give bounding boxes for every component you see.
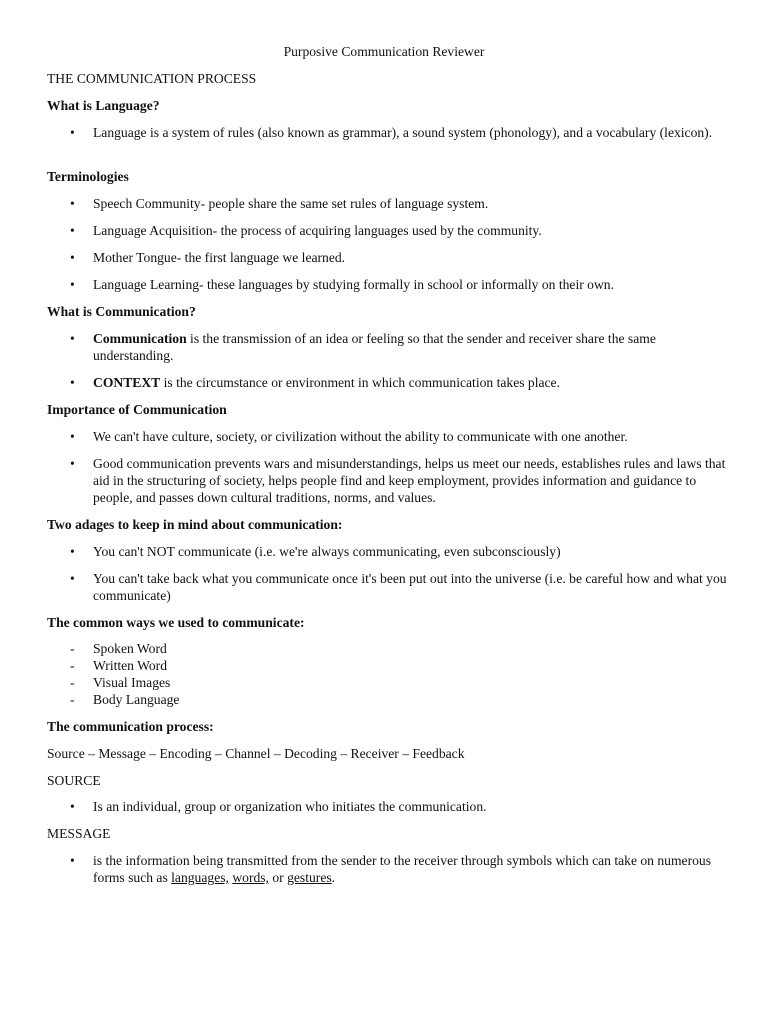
list-item	[93, 374, 733, 391]
list-item: Body Language	[93, 692, 180, 707]
list-item: Written Word	[93, 658, 167, 673]
list-item: Visual Images	[93, 675, 171, 690]
bullet-icon: •	[70, 331, 75, 346]
section-header: THE COMMUNICATION PROCESS	[47, 71, 257, 86]
bullet-icon: •	[70, 125, 75, 140]
bullet-icon: •	[70, 544, 75, 559]
dash-marker: -	[70, 692, 75, 707]
dash-marker: -	[70, 675, 75, 690]
list-item: Is an individual, group or organization who initiates the communication.	[93, 799, 487, 814]
term: CONTEXT	[93, 375, 161, 390]
list-item: Good communication prevents wars and misunderstandings, helps us meet our needs, establishes rules and laws that aid in the structuring of society, helps people find and keep employment, provides information and guidance to people, and passes down cultural traditions, norms, and values.	[93, 456, 726, 505]
list-item: Language Learning- these languages by studying formally in school or informally on their own.	[93, 277, 614, 292]
list-item	[93, 330, 733, 364]
heading-what-is-communication: What is Communication?	[47, 304, 196, 319]
list-item: Mother Tongue- the first language we learned.	[93, 250, 346, 265]
bullet-icon: •	[70, 375, 75, 390]
list-item: We can't have culture, society, or civilization without the ability to communicate with one another.	[93, 429, 628, 444]
heading-importance: Importance of Communication	[47, 402, 227, 417]
period: .	[331, 870, 336, 885]
list-item: Language is a system of rules (also known as grammar), a sound system (phonology), and a vocabulary (lexicon).	[93, 125, 713, 140]
bullet-icon: •	[70, 196, 75, 211]
bullet-icon: •	[70, 853, 75, 868]
list-item	[93, 852, 733, 886]
bullet-icon: •	[70, 250, 75, 265]
dash-marker: -	[70, 658, 75, 673]
list-item: Spoken Word	[93, 641, 167, 656]
bullet-icon: •	[70, 456, 75, 471]
separator: or	[268, 870, 288, 885]
heading-source: SOURCE	[47, 773, 101, 788]
heading-what-is-language: What is Language?	[47, 98, 160, 113]
list-item: You can't take back what you communicate once it's been put out into the universe (i.e. be careful how and what you communicate)	[93, 571, 727, 603]
definition: is the circumstance or environment in which communication takes place.	[160, 375, 560, 390]
underlined-term: gestures	[287, 870, 332, 885]
message-text: is the information being transmitted from the sender to the receiver through symbols which can take on numerous forms such as	[93, 853, 711, 885]
heading-process: The communication process:	[47, 719, 214, 734]
list-item: Language Acquisition- the process of acquiring languages used by the community.	[93, 223, 542, 238]
bullet-icon: •	[70, 223, 75, 238]
heading-message: MESSAGE	[47, 826, 111, 841]
bullet-icon: •	[70, 429, 75, 444]
bullet-icon: •	[70, 799, 75, 814]
underlined-term: words,	[232, 870, 269, 885]
list-item: Speech Community- people share the same set rules of language system.	[93, 196, 489, 211]
bullet-icon: •	[70, 571, 75, 586]
dash-marker: -	[70, 641, 75, 656]
document-title: Purposive Communication Reviewer	[283, 44, 485, 59]
heading-adages: Two adages to keep in mind about communication:	[47, 517, 343, 532]
underlined-term: languages,	[171, 870, 229, 885]
process-chain: Source – Message – Encoding – Channel – Decoding – Receiver – Feedback	[47, 746, 465, 761]
term: Communication	[93, 331, 187, 346]
bullet-icon: •	[70, 277, 75, 292]
list-item: You can't NOT communicate (i.e. we're always communicating, even subconsciously)	[93, 544, 561, 559]
definition: is the transmission of an idea or feeling so that the sender and receiver share the same understanding.	[93, 331, 656, 363]
heading-common-ways: The common ways we used to communicate:	[47, 615, 305, 630]
heading-terminologies: Terminologies	[47, 169, 129, 184]
